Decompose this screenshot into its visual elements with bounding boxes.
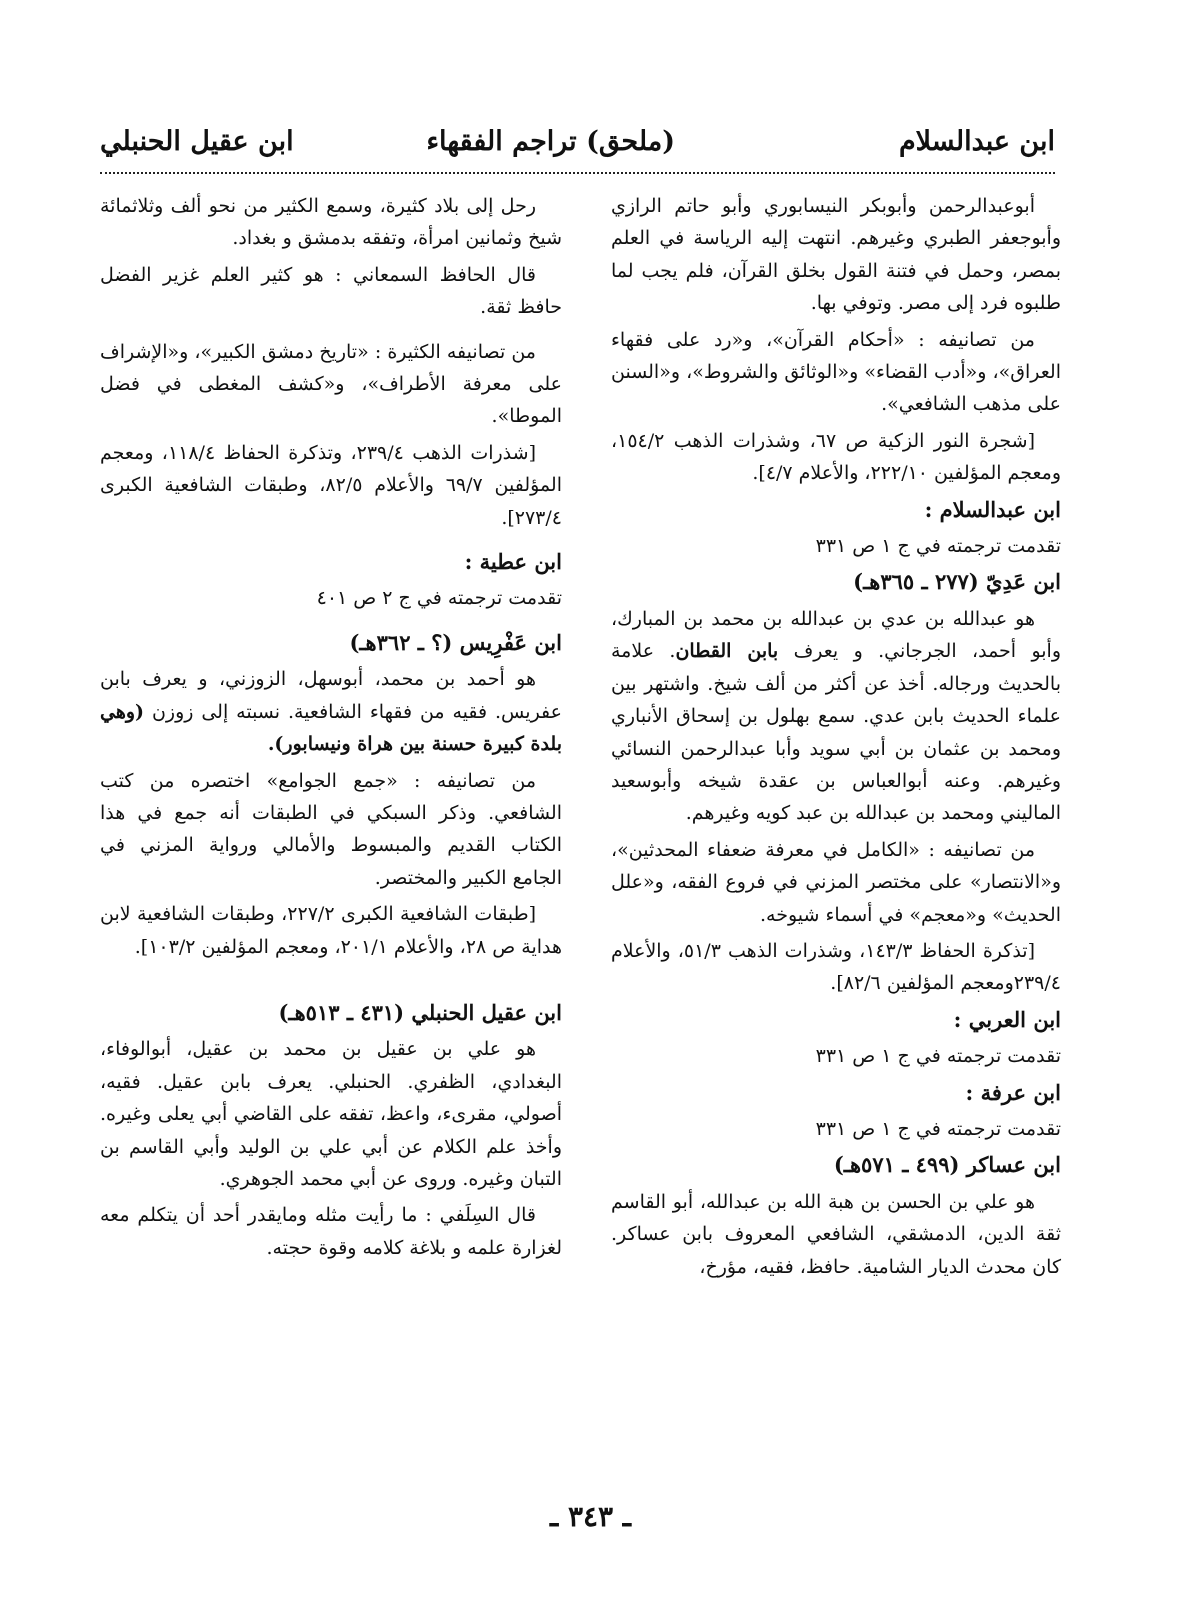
- paragraph: من تصانيفه : «جمع الجوامع» اختصره من كتب الشافعي. وذكر السبكي في الطبقات أنه جمع في هذا الكتاب القديم والمبسوط والأمالي ورواية المزني في الجامع الكبير والمختصر.: [100, 769, 562, 889]
- page-number: ـ ٣٤٣ ـ: [549, 1500, 632, 1533]
- entry-heading: ابن عقيل الحنبلي (٤٣١ ـ ٥١٣هـ): [278, 999, 562, 1025]
- reference-paragraph: [شذرات الذهب ٢٣٩/٤، وتذكرة الحفاظ ١١٨/٤، ومعجم المؤلفين ٦٩/٧ والأعلام ٨٢/٥، وطبقات الشافعية الكبرى ٢٧٣/٤].: [100, 441, 562, 529]
- running-head-center: (ملحق) تراجم الفقهاء: [426, 126, 675, 157]
- reference-paragraph: [طبقات الشافعية الكبرى ٢٢٧/٢، وطبقات الشافعية لابن هداية ص ٢٨، والأعلام ٢٠١/١، ومعجم المؤلفين ١٠٣/٢].: [100, 903, 562, 958]
- paragraph: رحل إلى بلاد كثيرة، وسمع الكثير من نحو ألف وثلاثمائة شيخ وثمانين امرأة، وتفقه بدمشق و بغداد.: [100, 195, 562, 250]
- running-head: [100, 118, 1055, 168]
- bold-text-run: بابن القطان: [675, 640, 779, 663]
- paragraph: من تصانيفه : «أحكام القرآن»، و«رد على فقهاء العراق»، و«أدب القضاء» و«الوثائق والشروط»، و«السنن على مذهب الشافعي».: [611, 328, 1061, 416]
- entry-heading: ابن عَفْرِيس (؟ ـ ٣٦٢هـ): [349, 629, 562, 655]
- paragraph: [100, 663, 562, 760]
- running-head-right: ابن عبدالسلام: [898, 126, 1055, 157]
- entry-heading: ابن عبدالسلام :: [924, 496, 1061, 522]
- cross-reference: تقدمت ترجمته في ج ٢ ص ٤٠١: [316, 587, 562, 610]
- left-column: [100, 190, 562, 1268]
- text-run: . علامة بالحديث ورجاله. أخذ عن أكثر من ألف شيخ. واشتهر بين علماء الحديث بابن عدي. سمع بهلول بن إسحاق الأنباري ومحمد بن عثمان بن أبي سويد وأبا عبدالرحمن النسائي وغيرهم. وعنه أبوالعباس بن عقدة شيخه وأبوسعيد الماليني ومحمد بن عبدالله بن عبد كويه وغيرهم.: [611, 640, 1061, 825]
- paragraph: من تصانيفه : «الكامل في معرفة ضعفاء المحدثين»، و«الانتصار» على مختصر المزني في فروع الفقه، و«علل الحديث» و«معجم» في أسماء شيوخه.: [611, 838, 1061, 926]
- header-dotted-rule: [100, 172, 1055, 174]
- entry-heading: ابن عطية :: [464, 549, 562, 575]
- text-run: هو أحمد بن محمد، أبوسهل، الزوزني، و يعرف بابن عفريس. فقيه من فقهاء الشافعية. نسبته إلى زوزن: [100, 668, 563, 723]
- reference-paragraph: [تذكرة الحفاظ ١٤٣/٣، وشذرات الذهب ٥١/٣، والأعلام ٢٣٩/٤ومعجم المؤلفين ٨٢/٦].: [611, 939, 1061, 995]
- text-run: هو عبدالله بن عدي بن عبدالله بن محمد بن المبارك، وأبو أحمد، الجرجاني. و يعرف: [611, 607, 1061, 663]
- paragraph: أبوعبدالرحمن وأبوبكر النيسابوري وأبو حاتم الرازي وأبوجعفر الطبري وغيرهم. انتهت إليه الرياسة في العلم بمصر، وحمل في فتنة القول بخلق القرآن، فلم يجب لما طلبوه فرد إلى مصر. وتوفي بها.: [611, 195, 1061, 315]
- reference-paragraph: [شجرة النور الزكية ص ٦٧، وشذرات الذهب ١٥٤/٢، ومعجم المؤلفين ٢٢٢/١٠، والأعلام ٤/٧].: [611, 429, 1061, 485]
- entry-heading: ابن عساكر (٤٩٩ ـ ٥٧١هـ): [833, 1152, 1061, 1178]
- right-column: [611, 190, 1061, 1287]
- entry-heading: ابن عَدِيّ (٢٧٧ ـ ٣٦٥هـ): [853, 569, 1061, 595]
- paragraph: قال السِلَفي : ما رأيت مثله ومايقدر أحد أن يتكلم معه لغزارة علمه و بلاغة كلامه وقوة حجته.: [100, 1204, 562, 1259]
- entry-heading: ابن العربي :: [953, 1006, 1061, 1032]
- paragraph: هو علي بن عقيل بن محمد بن عقيل، أبوالوفاء، البغدادي، الظفري. الحنبلي. يعرف بابن عقيل. فقيه، أصولي، مقرىء، واعظ، تفقه على القاضي أبي يعلى وغيره. وأخذ علم الكلام عن أبي علي بن الوليد وأبي القاسم بن التبان وغيره. وروى عن أبي محمد الجوهري.: [100, 1038, 562, 1190]
- paragraph: [611, 603, 1061, 830]
- paragraph: من تصانيفه الكثيرة : «تاريخ دمشق الكبير»، و«الإشراف على معرفة الأطراف»، و«كشف المغطى في فضل الموطا».: [100, 340, 562, 428]
- bold-text-run: (وهي بلدة كبيرة حسنة بين هراة ونيسابور).: [100, 700, 562, 756]
- cross-reference: تقدمت ترجمته في ج ١ ص ٣٣١: [815, 1045, 1061, 1068]
- paragraph: قال الحافظ السمعاني : هو كثير العلم غزير الفضل حافظ ثقة.: [100, 263, 562, 319]
- entry-heading: ابن عرفة :: [965, 1079, 1061, 1105]
- cross-reference: تقدمت ترجمته في ج ١ ص ٣٣١: [815, 1117, 1061, 1140]
- running-head-left: ابن عقيل الحنبلي: [100, 126, 294, 157]
- paragraph: هو علي بن الحسن بن هبة الله بن عبدالله، أبو القاسم ثقة الدين، الدمشقي، الشافعي المعروف بابن عساكر. كان محدث الديار الشامية. حافظ، فقيه، مؤرخ،: [611, 1190, 1061, 1278]
- cross-reference: تقدمت ترجمته في ج ١ ص ٣٣١: [815, 535, 1061, 558]
